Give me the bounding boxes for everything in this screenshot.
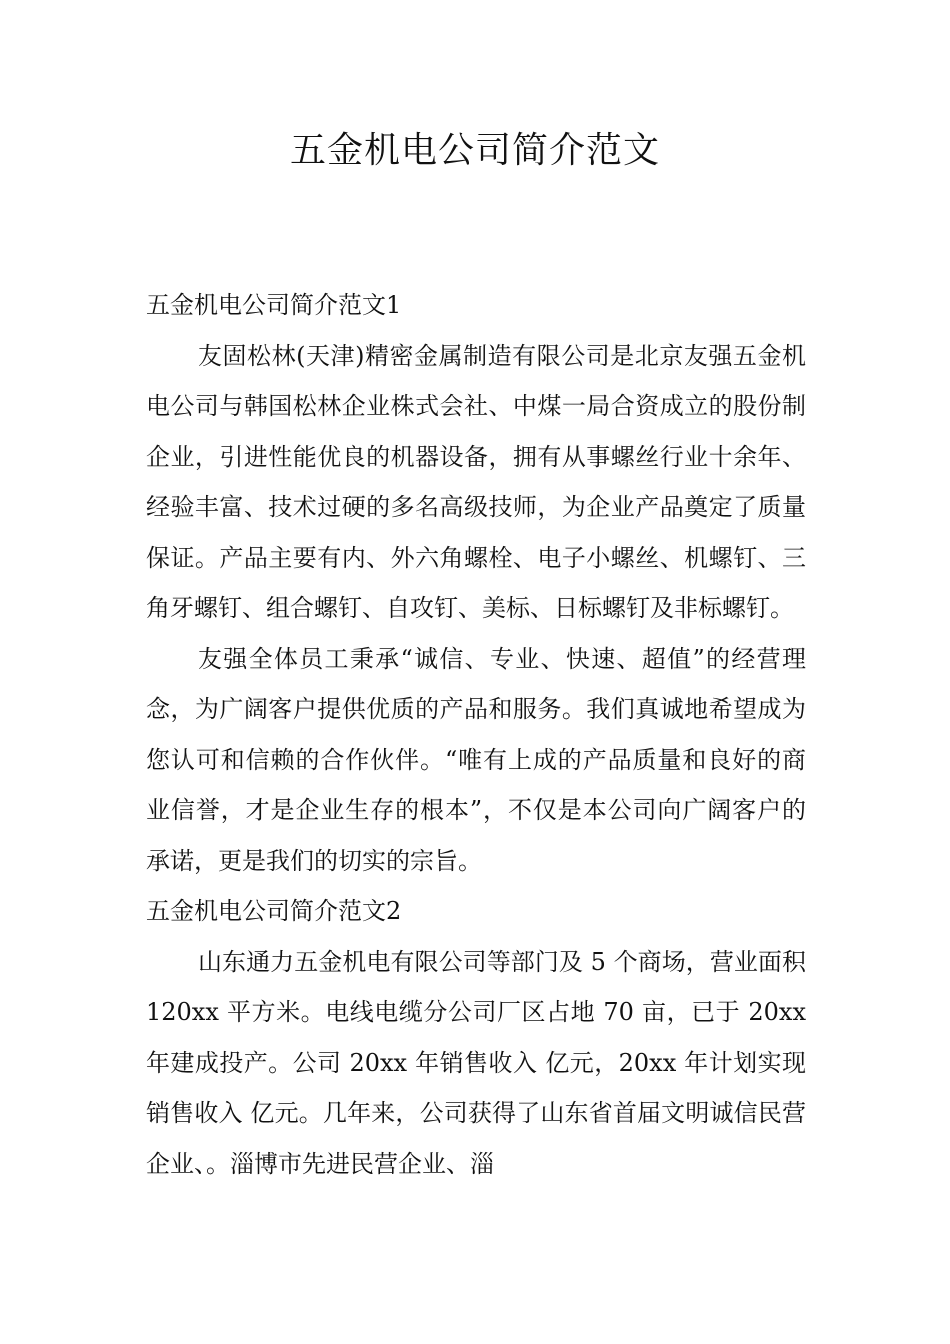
section-1 — [146, 280, 806, 886]
document-body — [146, 280, 806, 1189]
section-heading: 五金机电公司简介范文2 — [146, 897, 402, 925]
paragraph: 山东通力五金机电有限公司等部门及 5 个商场，营业面积 120xx 平方米。电线电缆分公司厂区占地 70 亩，已于 20xx 年建成投产。公司 20xx 年销售收入 亿元，20xx 年计划实现销售收入 亿元。几年来，公司获得了山东省首届文明诚信民营企业、。淄博市先进民营企业、淄 — [146, 947, 806, 1178]
section-heading: 五金机电公司简介范文1 — [146, 291, 402, 319]
section-2 — [146, 886, 806, 1189]
paragraph: 友固松林(天津)精密金属制造有限公司是北京友强五金机电公司与韩国松林企业株式会社、中煤一局合资成立的股份制企业，引进性能优良的机器设备，拥有从事螺丝行业十余年、经验丰富、技术过硬的多名高级技师，为企业产品奠定了质量保证。产品主要有内、外六角螺栓、电子小螺丝、机螺钉、三角牙螺钉、组合螺钉、自攻钉、美标、日标螺钉及非标螺钉。 — [146, 341, 806, 622]
paragraph: 友强全体员工秉承“诚信、专业、快速、超值”的经营理念，为广阔客户提供优质的产品和服务。我们真诚地希望成为您认可和信赖的合作伙伴。“唯有上成的产品质量和良好的商业信誉，才是企业生存的根本”，不仅是本公司向广阔客户的承诺，更是我们的切实的宗旨。 — [146, 644, 806, 875]
document-title: 五金机电公司简介范文 — [289, 130, 660, 171]
